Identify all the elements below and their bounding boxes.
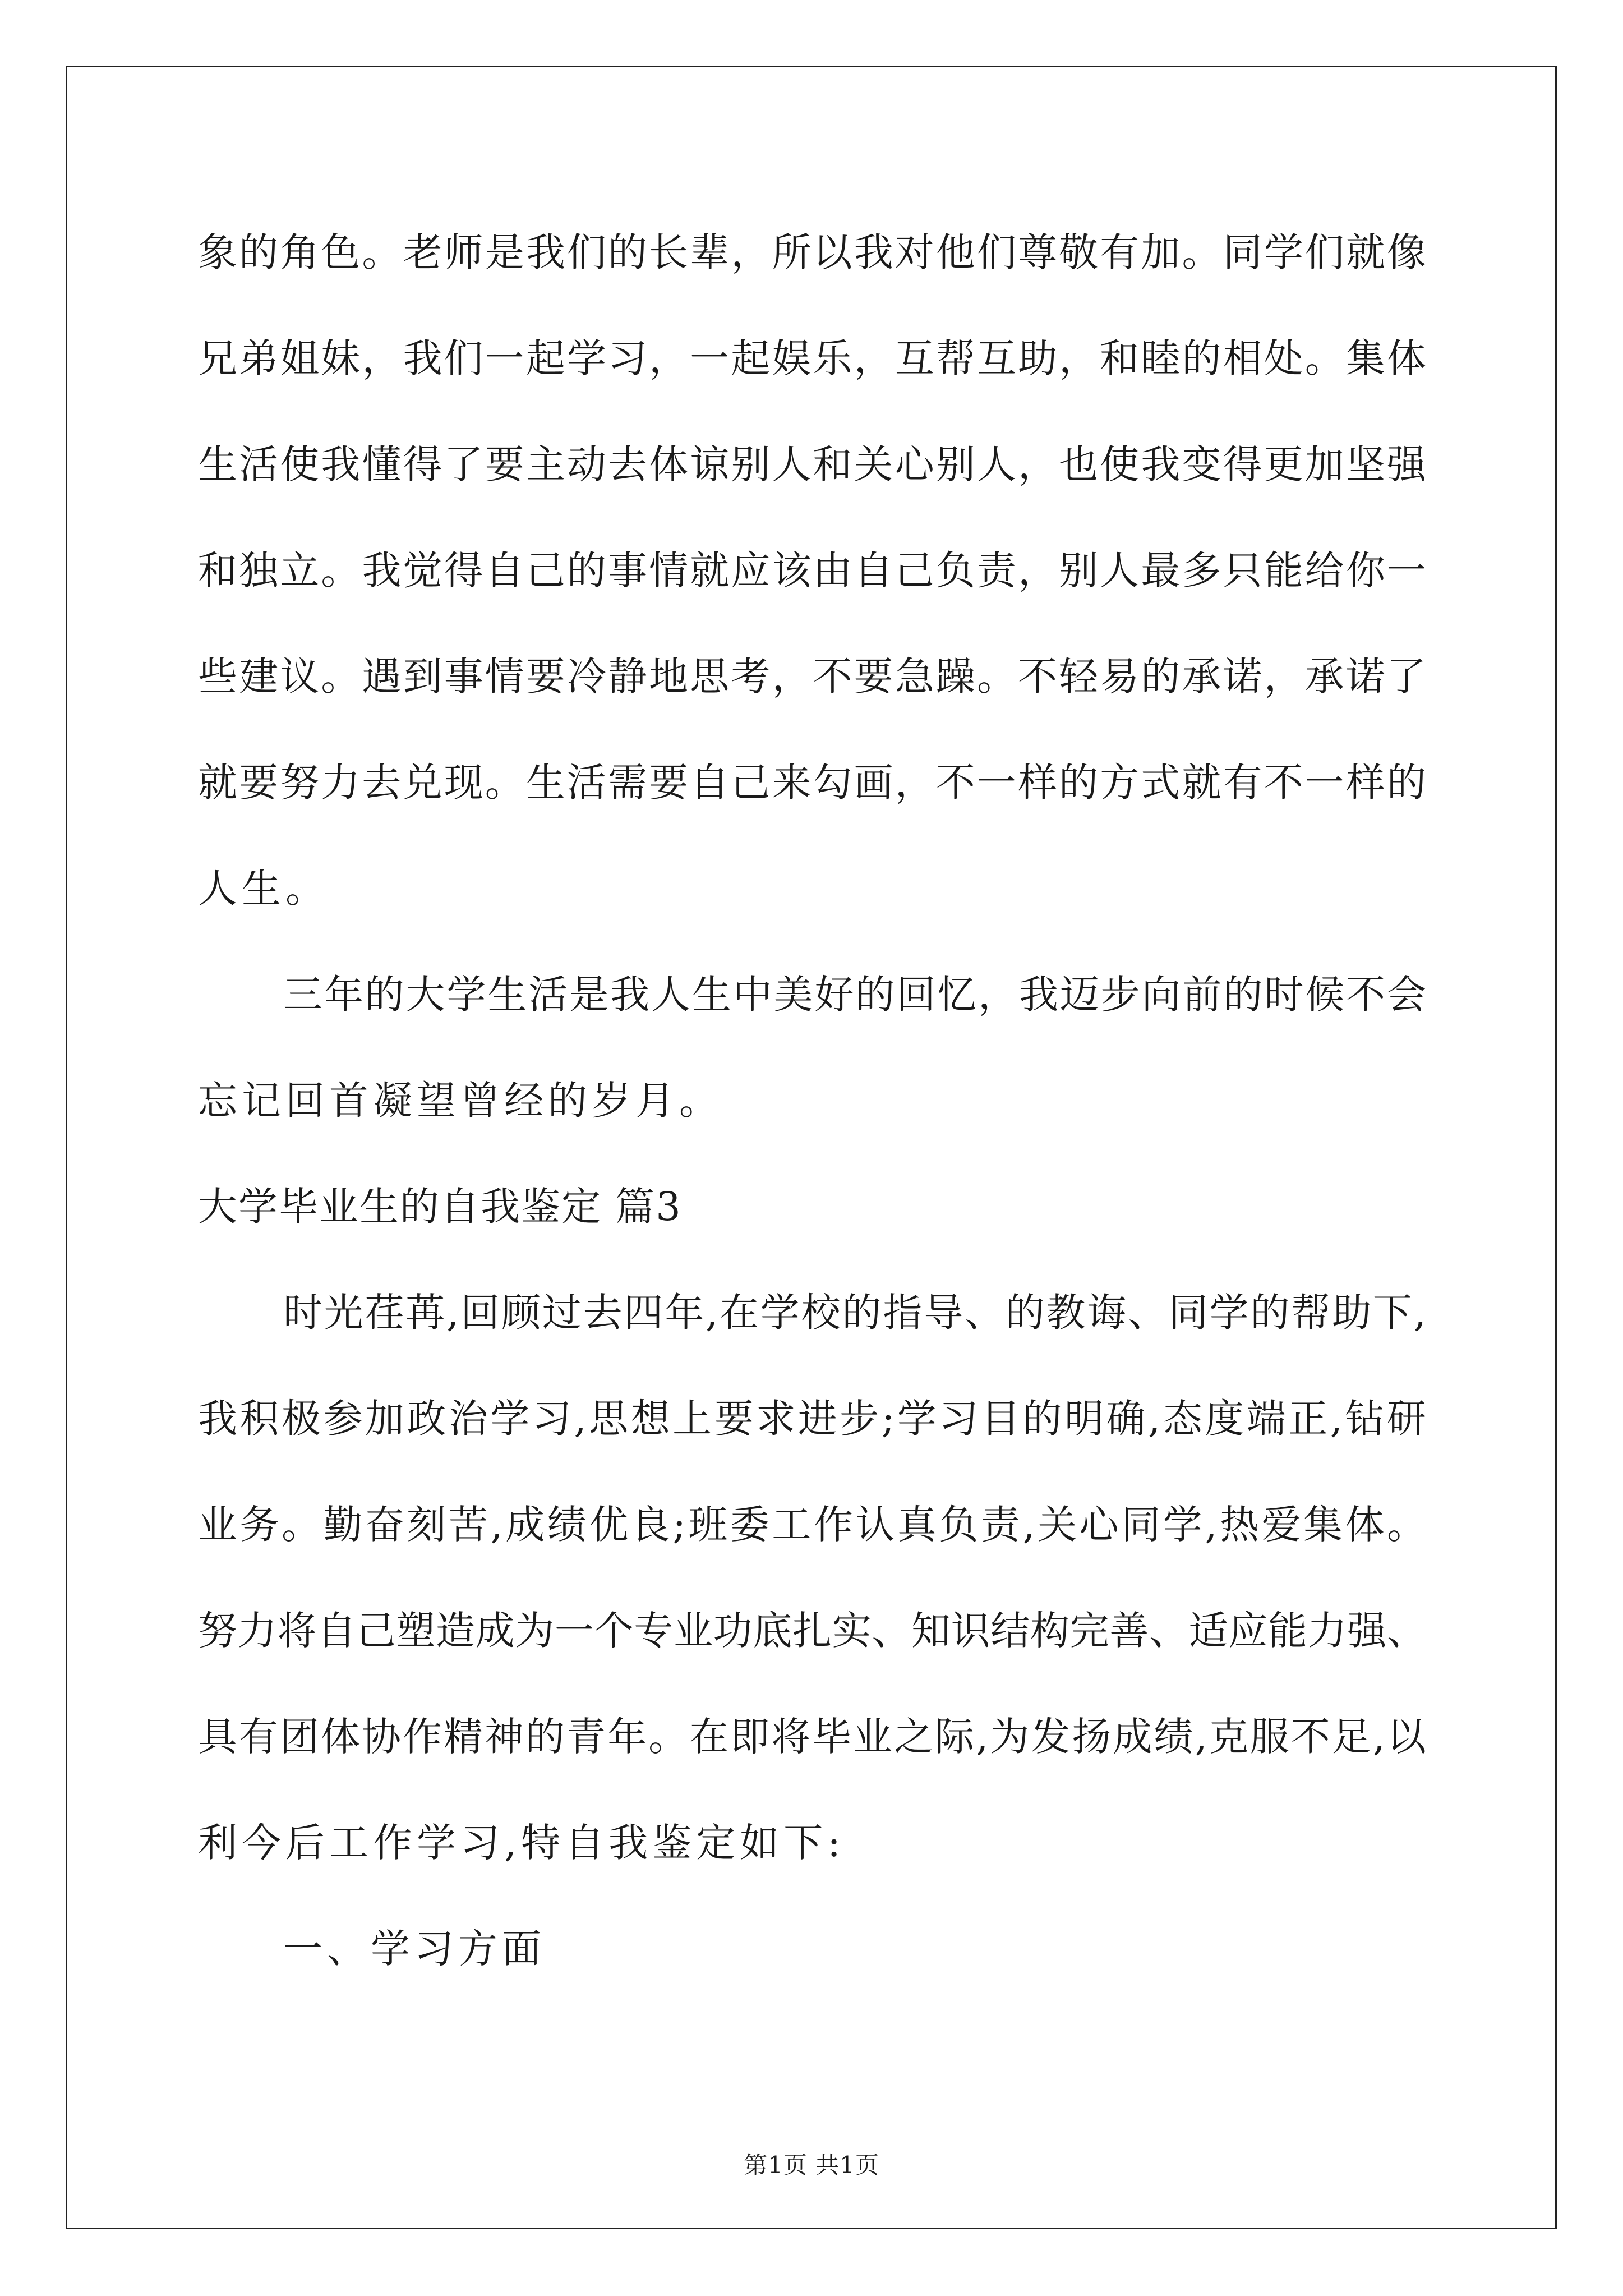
text-line: 三年的大学生活是我人生中美好的回忆，我迈步向前的时候不会 bbox=[283, 972, 1426, 1018]
text-line: 就要努力去兑现。生活需要自己来勾画，不一样的方式就有不一样的 bbox=[198, 760, 1426, 806]
page-footer: 第1页 共1页 bbox=[744, 2151, 879, 2179]
text-line: 和独立。我觉得自己的事情就应该由自己负责，别人最多只能给你一 bbox=[198, 547, 1426, 593]
subsection-heading: 一、学习方面 bbox=[283, 1926, 546, 1972]
text-line: 我积极参加政治学习,思想上要求进步;学习目的明确,态度端正,钻研 bbox=[198, 1396, 1426, 1442]
text-line: 时光荏苒,回顾过去四年,在学校的指导、的教诲、同学的帮助下, bbox=[283, 1290, 1426, 1336]
text-line: 忘记回首凝望曾经的岁月。 bbox=[198, 1078, 723, 1124]
text-line: 生活使我懂得了要主动去体谅别人和关心别人，也使我变得更加坚强 bbox=[198, 441, 1426, 487]
text-line: 兄弟姐妹，我们一起学习，一起娱乐，互帮互助，和睦的相处。集体 bbox=[198, 335, 1426, 381]
text-line: 些建议。遇到事情要冷静地思考，不要急躁。不轻易的承诺，承诺了 bbox=[198, 654, 1426, 700]
text-line: 业务。勤奋刻苦,成绩优良;班委工作认真负责,关心同学,热爱集体。 bbox=[198, 1502, 1426, 1548]
page-border bbox=[66, 66, 1557, 2229]
text-line: 努力将自己塑造成为一个专业功底扎实、知识结构完善、适应能力强、 bbox=[198, 1608, 1426, 1654]
text-line: 象的角色。老师是我们的长辈，所以我对他们尊敬有加。同学们就像 bbox=[198, 229, 1426, 275]
text-line: 人生。 bbox=[198, 866, 329, 912]
text-line: 具有团体协作精神的青年。在即将毕业之际,为发扬成绩,克服不足,以 bbox=[198, 1714, 1426, 1760]
text-line: 利今后工作学习,特自我鉴定如下: bbox=[198, 1820, 845, 1866]
section-heading: 大学毕业生的自我鉴定 篇3 bbox=[198, 1184, 682, 1230]
